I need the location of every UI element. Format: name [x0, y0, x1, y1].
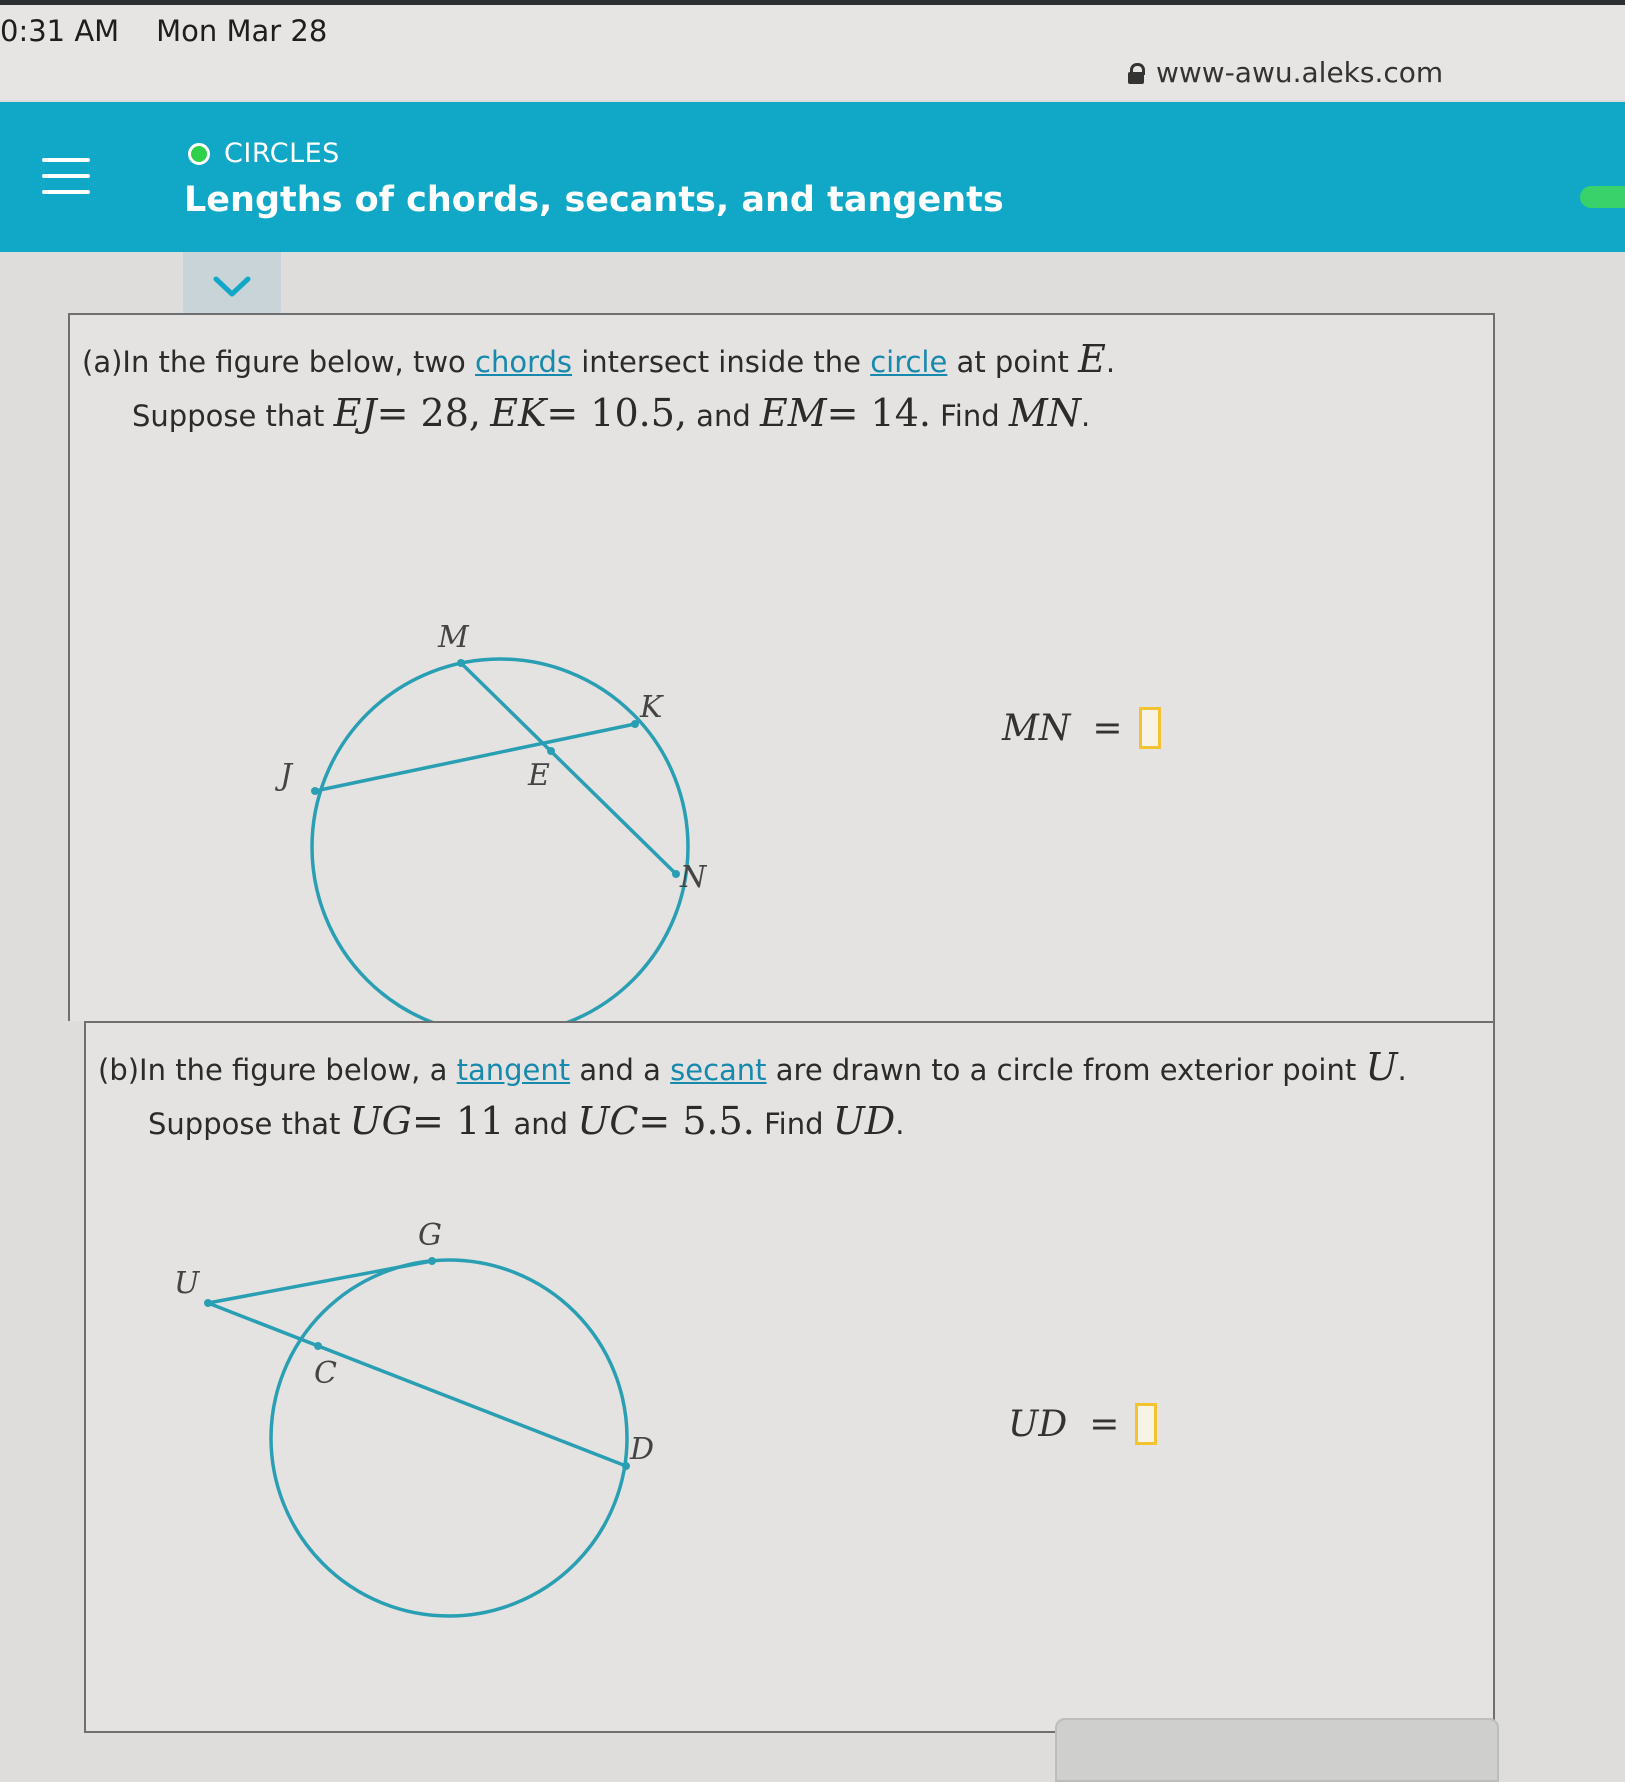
chord-jk	[315, 724, 635, 791]
answer-a-label: MN	[1002, 707, 1071, 749]
tangent-ug	[208, 1261, 432, 1303]
question-a-line-2: Suppose that EJ= 28, EK= 10.5, and EM= 14. Find MN.	[132, 391, 1091, 435]
tangent-link[interactable]: tangent	[456, 1053, 571, 1087]
answer-b-label: UD	[1008, 1403, 1068, 1445]
question-panel-b	[84, 1021, 1495, 1733]
date: Mon Mar 28	[156, 14, 328, 48]
mn-answer-input[interactable]	[1139, 707, 1161, 749]
status-time	[0, 14, 327, 48]
question-b-line-2: Suppose that UG= 11 and UC= 5.5. Find UD.	[148, 1099, 905, 1143]
url-text: www-awu.aleks.com	[1156, 56, 1444, 89]
label-j: J	[280, 758, 293, 793]
bottom-toolbar-tab[interactable]	[1055, 1718, 1499, 1782]
secant-link[interactable]: secant	[670, 1053, 767, 1087]
label-m: M	[438, 620, 469, 655]
label-e: E	[528, 758, 550, 793]
collapse-toggle-button[interactable]	[183, 252, 281, 318]
label-u: U	[174, 1266, 200, 1301]
label-g: G	[418, 1218, 442, 1253]
circle-link[interactable]: circle	[870, 345, 948, 379]
circle-a	[312, 659, 688, 1035]
topic-header	[0, 102, 1625, 252]
answer-b: UD =	[1008, 1403, 1157, 1445]
label-c: C	[314, 1356, 337, 1391]
status-bar	[0, 0, 1625, 100]
figure-b	[146, 1203, 746, 1723]
question-b-line-1: (b)In the figure below, a tangent and a secant are drawn to a circle from exterior point U.	[98, 1045, 1407, 1089]
label-d: D	[630, 1432, 655, 1467]
topic-name: CIRCLES	[224, 138, 340, 169]
label-n: N	[680, 860, 707, 895]
circle-b	[271, 1260, 627, 1616]
address-bar[interactable]	[1128, 56, 1443, 89]
lock-icon	[1128, 63, 1144, 83]
top-edge	[0, 0, 1625, 5]
question-panel-a	[68, 313, 1495, 1021]
status-dot-icon	[188, 143, 210, 165]
chevron-down-icon	[213, 276, 251, 298]
clock: 0:31 AM	[0, 14, 120, 48]
progress-indicator	[1580, 186, 1625, 208]
label-k: K	[640, 690, 663, 725]
ud-answer-input[interactable]	[1135, 1403, 1157, 1445]
topic-row	[188, 138, 340, 169]
chords-link[interactable]: chords	[475, 345, 573, 379]
answer-a: MN =	[1002, 707, 1161, 749]
hamburger-menu-icon[interactable]	[42, 158, 90, 198]
figure-a	[210, 495, 770, 1055]
page-title: Lengths of chords, secants, and tangents	[184, 180, 1004, 220]
question-a-line-1: (a)In the figure below, two chords intersect inside the circle at point E.	[82, 337, 1116, 381]
